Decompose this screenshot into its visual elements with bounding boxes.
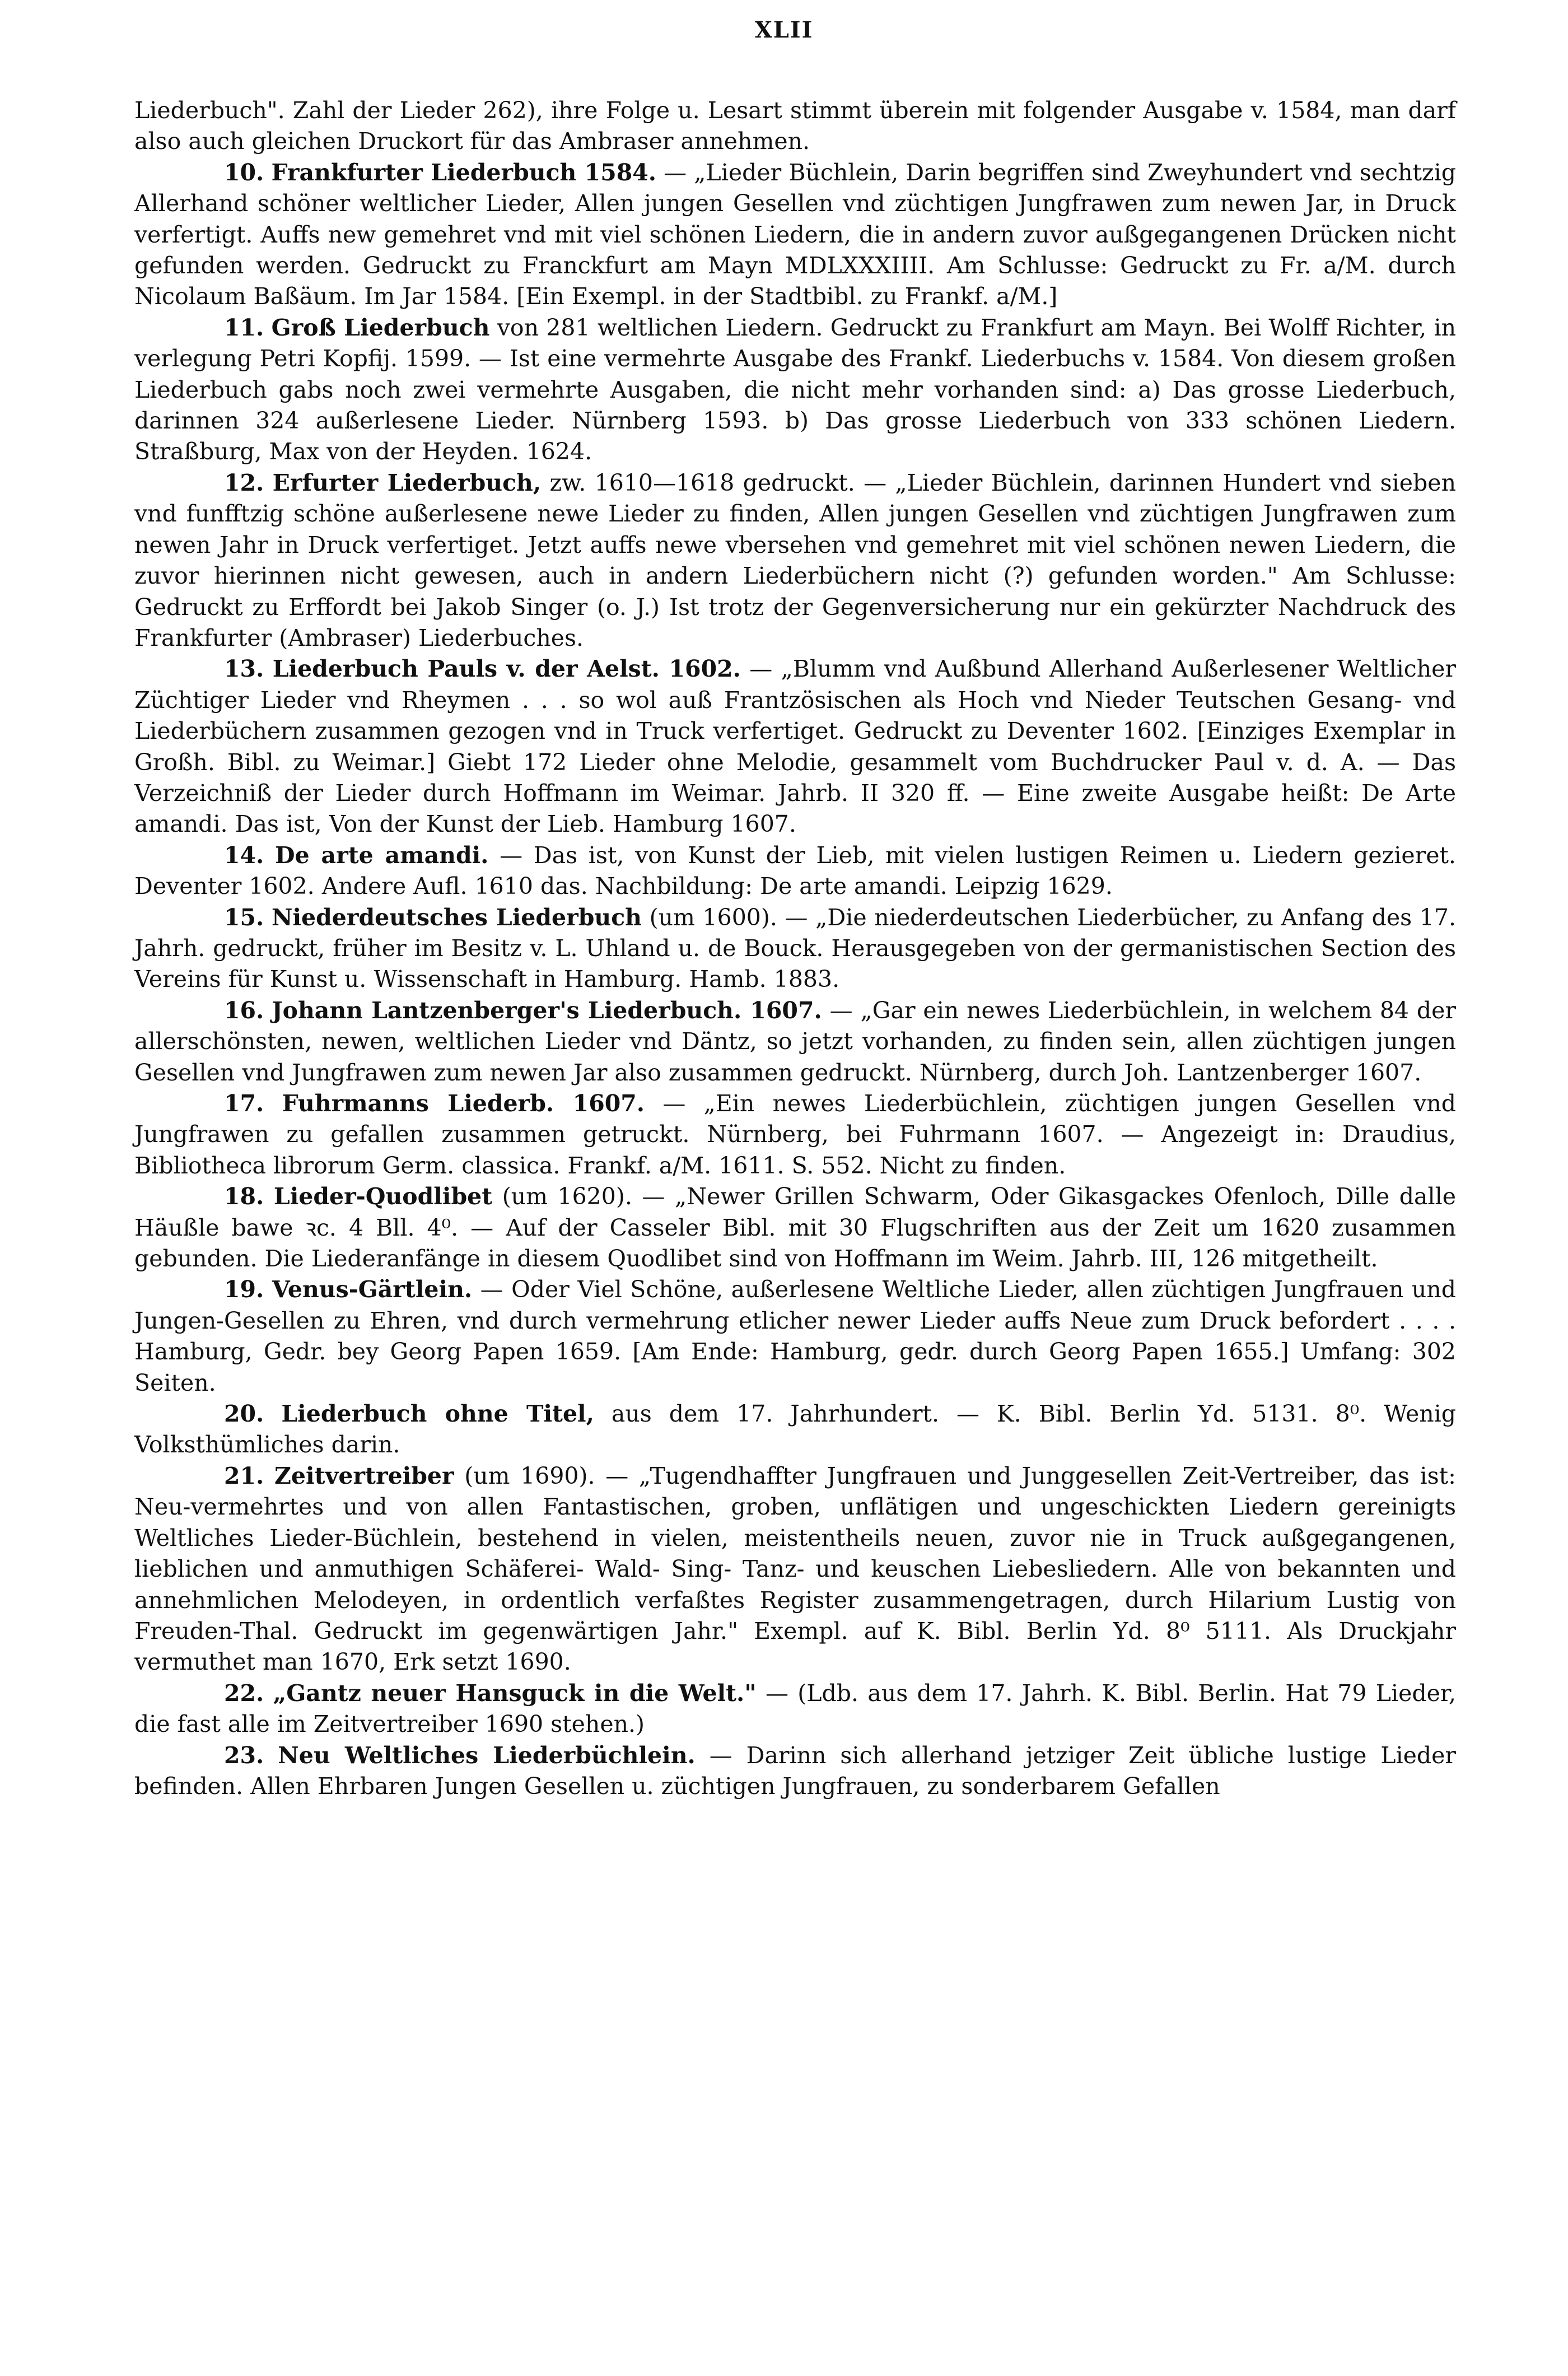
entry-23 [134,1740,1456,1802]
entry-21 [134,1461,1456,1678]
entry-number: 15. [224,903,264,931]
entry-title: Groß Liederbuch [271,314,490,341]
entry-15 [134,902,1456,995]
entry-number: 13. [224,655,264,683]
entry-text: aus dem 17. Jahrhundert. — K. Bibl. Berlin Yd. 5131. 8⁰. Wenig Volksthümliches darin. [134,1400,1456,1459]
entry-title: Fuhrmanns Liederb. 1607. [282,1090,645,1117]
entry-10 [134,157,1456,313]
entry-text: zw. 1610—1618 gedruckt. — „Lieder Büchlein, darinnen Hundert vnd sieben vnd funfftzig schöne außerlesene newe Lieder zu finden, Allen jungen Gesellen vnd züchtigen Jungfrawen zum newen Jahr in Druck verfertiget. Jetzt auffs newe vbersehen vnd gemehret mit viel schönen newen Liedern, die zuvor hierinnen nicht gewesen, auch in andern Liederbüchern nicht (?) gefunden worden." Am Schlusse: Gedruckt zu Erffordt bei Jakob Singer (o. J.) Ist trotz der Gegenversicherung nur ein gekürzter Nachdruck des Frankfurter (Ambraser) Liederbuches. [134,469,1456,651]
entry-number: 12. [224,469,264,496]
entry-text: — Das ist, von Kunst der Lieb, mit vielen lustigen Reimen u. Liedern gezieret. Deventer 1602. Andere Aufl. 1610 das. Nachbildung: De arte amandi. Leipzig 1629. [134,841,1456,900]
entry-title: De arte amandi. [275,841,489,869]
entry-title: Johann Lantzenberger's Liederbuch. 1607. [272,996,822,1024]
entry-title: Neu Weltliches Liederbüchlein. [278,1741,696,1769]
entry-text: (um 1690). — „Tugendhaffter Jungfrauen und Junggesellen Zeit-Vertreiber, das ist: Neu-vermehrtes und von allen Fantastischen, groben, unflätigen und ungeschickten Liedern gereinigts Weltliches Lieder-Büchlein, bestehend in vielen, meistentheils neuen, zuvor nie in Truck außgegangenen, lieblichen und anmuthigen Schäferei- Wald- Sing- Tanz- und keuschen Liebesliedern. Alle von bekannten und annehmlichen Melodeyen, in ordentlich verfaßtes Register zusammengetragen, durch Hilarium Lustig von Freuden-Thal. Gedruckt im gegenwärtigen Jahr." Exempl. auf K. Bibl. Berlin Yd. 8⁰ 5111. Als Druckjahr vermuthet man 1670, Erk setzt 1690. [134,1462,1456,1676]
entry-number: 10. [224,159,264,186]
entry-number: 16. [224,996,264,1024]
entry-number: 23. [224,1741,264,1769]
entry-text: — „Ein newes Liederbüchlein, züchtigen jungen Gesellen vnd Jungfrawen zu gefallen zusammen getruckt. Nürnberg, bei Fuhrmann 1607. — Angezeigt in: Draudius, Bibliotheca librorum Germ. classica. Frankf. a/M. 1611. S. 552. Nicht zu finden. [134,1090,1456,1179]
entry-title: Lieder-Quodlibet [273,1183,493,1210]
entry-title: Zeitvertreiber [274,1462,454,1489]
entry-number: 19. [224,1276,264,1303]
entry-11 [134,313,1456,468]
entry-title: Liederbuch Pauls v. der Aelst. 1602. [272,655,741,683]
entry-number: 20. [224,1400,264,1428]
entry-text: Liederbuch". Zahl der Lieder 262), ihre Folge u. Lesart stimmt überein mit folgender Ausgabe v. 1584, man darf also auch gleichen Druckort für das Ambraser annehmen. [134,97,1456,155]
entry-text: — „Gar ein newes Liederbüchlein, in welchem 84 der allerschönsten, newen, weltlichen Lieder vnd Däntz, so jetzt vorhanden, zu finden sein, allen züchtigen jungen Gesellen vnd Jungfrawen zum newen Jar also zusammen gedruckt. Nürnberg, durch Joh. Lantzenberger 1607. [134,996,1456,1086]
entry-number: 18. [224,1183,264,1210]
entry-13 [134,654,1456,840]
page-number: XLII [754,17,814,43]
entry-20 [134,1399,1456,1461]
entry-text: — (Ldb. aus dem 17. Jahrh. K. Bibl. Berlin. Hat 79 Lieder, die fast alle im Zeitvertreiber 1690 stehen.) [134,1679,1456,1738]
entry-17 [134,1088,1456,1181]
entry-text: von 281 weltlichen Liedern. Gedruckt zu Frankfurt am Mayn. Bei Wolff Richter, in verlegung Petri Kopfij. 1599. — Ist eine vermehrte Ausgabe des Frankf. Liederbuchs v. 1584. Von diesem großen Liederbuch gabs noch zwei vermehrte Ausgaben, die nicht mehr vorhanden sind: a) Das grosse Liederbuch, darinnen 324 außerlesene Lieder. Nürnberg 1593. b) Das grosse Liederbuch von 333 schönen Liedern. Straßburg, Max von der Heyden. 1624. [134,314,1456,465]
entry-title: „Gantz neuer Hansguck in die Welt." [273,1679,757,1707]
entry-text: — Darinn sich allerhand jetziger Zeit übliche lustige Lieder befinden. Allen Ehrbaren Jungen Gesellen u. züchtigen Jungfrauen, zu sonderbarem Gefallen [134,1741,1456,1800]
entry-18 [134,1181,1456,1274]
entry-title: Frankfurter Liederbuch 1584. [271,159,657,186]
entry-text: — „Lieder Büchlein, Darin begriffen sind Zweyhundert vnd sechtzig Allerhand schöner weltlicher Lieder, Allen jungen Gesellen vnd züchtigen Jungfrawen zum newen Jar, in Druck verfertigt. Auffs new gemehret vnd mit viel schönen Liedern, die in andern zuvor außgegangenen Drücken nicht gefunden werden. Gedruckt zu Franckfurt am Mayn MDLXXXIIII. Am Schlusse: Gedruckt zu Fr. a/M. durch Nicolaum Baßäum. Im Jar 1584. [Ein Exempl. in der Stadtbibl. zu Frankf. a/M.] [134,159,1456,310]
entry-12 [134,468,1456,654]
entry-text: — Oder Viel Schöne, außerlesene Weltliche Lieder, allen züchtigen Jungfrauen und Jungen-Gesellen zu Ehren, vnd durch vermehrung etlicher newer Lieder auffs Neue zum Druck befordert . . . . Hamburg, Gedr. bey Georg Papen 1659. [Am Ende: Hamburg, gedr. durch Georg Papen 1655.] Umfang: 302 Seiten. [134,1276,1456,1396]
entry-number: 11. [224,314,264,341]
entry-title: Liederbuch ohne Titel, [281,1400,594,1428]
bibliography-text [134,95,1456,1802]
entry-16 [134,995,1456,1088]
entry-text: — „Blumm vnd Außbund Allerhand Außerlesener Weltlicher Züchtiger Lieder vnd Rheymen . . . so wol auß Frantzösischen als Hoch vnd Nieder Teutschen Gesang- vnd Liederbüchern zusammen gezogen vnd in Truck verfertiget. Gedruckt zu Deventer 1602. [Einziges Exemplar in Großh. Bibl. zu Weimar.] Giebt 172 Lieder ohne Melodie, gesammelt vom Buchdrucker Paul v. d. A. — Das Verzeichniß der Lieder durch Hoffmann im Weimar. Jahrb. II 320 ff. — Eine zweite Ausgabe heißt: De Arte amandi. Das ist, Von der Kunst der Lieb. Hamburg 1607. [134,655,1456,838]
entry-number: 14. [224,841,264,869]
entry-title: Erfurter Liederbuch, [272,469,542,496]
entry-title: Venus-Gärtlein. [272,1276,473,1303]
entry-number: 21. [224,1462,264,1489]
entry-number: 22. [224,1679,264,1707]
entry-number: 17. [224,1090,264,1117]
entry-title: Niederdeutsches Liederbuch [271,903,642,931]
entry-continuation [134,95,1456,157]
entry-22 [134,1678,1456,1740]
entry-14 [134,840,1456,902]
entry-text: (um 1600). — „Die niederdeutschen Liederbücher, zu Anfang des 17. Jahrh. gedruckt, früher im Besitz v. L. Uhland u. de Bouck. Herausgegeben von der germanistischen Section des Vereins für Kunst u. Wissenschaft in Hamburg. Hamb. 1883. [134,903,1456,993]
entry-text: (um 1620). — „Newer Grillen Schwarm, Oder Gikasgackes Ofenloch, Dille dalle Häußle bawe ꝛc. 4 Bll. 4⁰. — Auf der Casseler Bibl. mit 30 Flugschriften aus der Zeit um 1620 zusammen gebunden. Die Liederanfänge in diesem Quodlibet sind von Hoffmann im Weim. Jahrb. III, 126 mitgetheilt. [134,1183,1456,1273]
entry-19 [134,1274,1456,1399]
